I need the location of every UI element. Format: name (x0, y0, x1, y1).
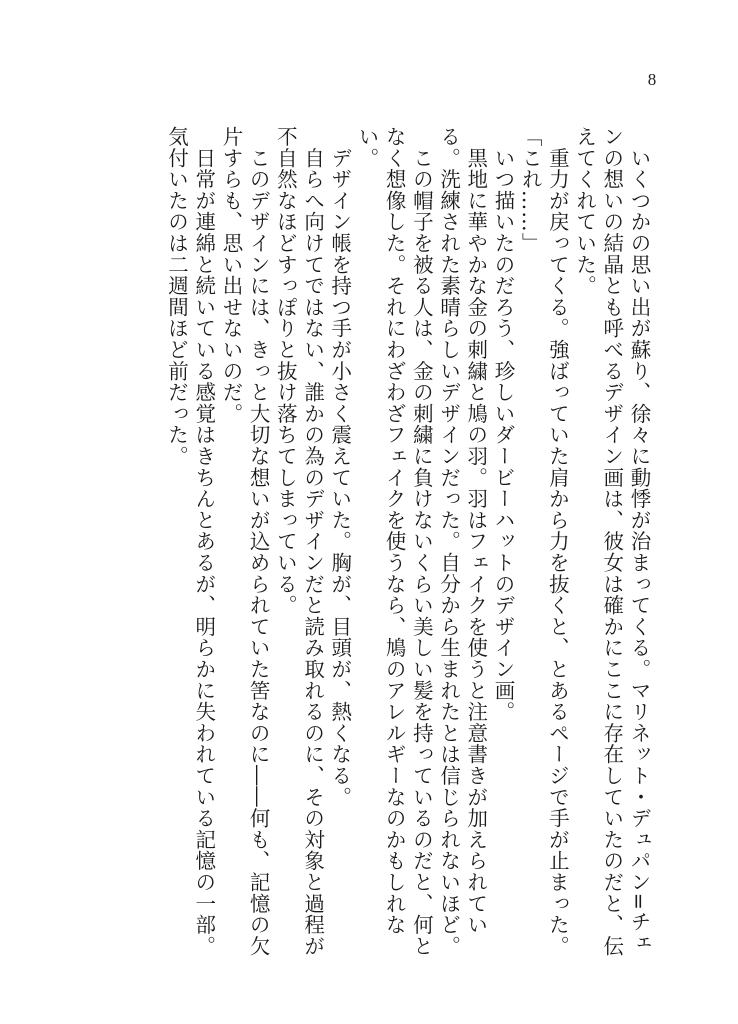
page-number: 8 (647, 70, 657, 89)
paragraph: このデザインには、きっと大切な想いが込められていた筈なのに――何も、記憶の欠片すらも、思い出せないのだ。 (218, 126, 271, 957)
body-text (162, 126, 652, 966)
paragraph: いつ描いたのだろう、珍しいダービーハットのデザイン画。 (490, 126, 515, 723)
paragraph: この帽子を被る人は、金の刺繍に負けないくらい美しい髪を持っているのだと、何となく想像した。それにわざわざフェイクを使うなら、鳩のアレルギーなのかもしれない。 (354, 126, 434, 957)
paragraph: デザイン帳を持つ手が小さく震えていた。胸が、目頭が、熱くなる。 (327, 126, 352, 808)
paragraph: いくつかの思い出が蘇り、徐々に動悸が治まってくる。マリネット・デュパン=チェンの想いの結晶とも呼べるデザイン画は、彼女は確かにここに存在していたのだと、伝えてくれていた。 (572, 126, 651, 957)
paragraph: 日常が連綿と続いている感覚はきちんとあるが、明らかに失われている記憶の一部。気付いたのは二週間ほど前だった。 (164, 126, 216, 957)
paragraph: 重力が戻ってくる。強ばっていた肩から力を抜くと、とあるページで手が止まった。 (545, 126, 570, 957)
paragraph: 自らへ向けてではない、誰かの為のデザインだと読み取れるのに、その対象と過程が不自然なほどすっぽりと抜け落ちてしまっている。 (273, 126, 325, 957)
paragraph: 黒地に華やかな金の刺繍と鳩の羽。羽はフェイクを使うと注意書きが加えられている。洗練された素晴らしいデザインだった。自分から生まれたとは信じられないほど。 (436, 126, 488, 957)
paragraph: 「これ……」 (518, 126, 543, 254)
